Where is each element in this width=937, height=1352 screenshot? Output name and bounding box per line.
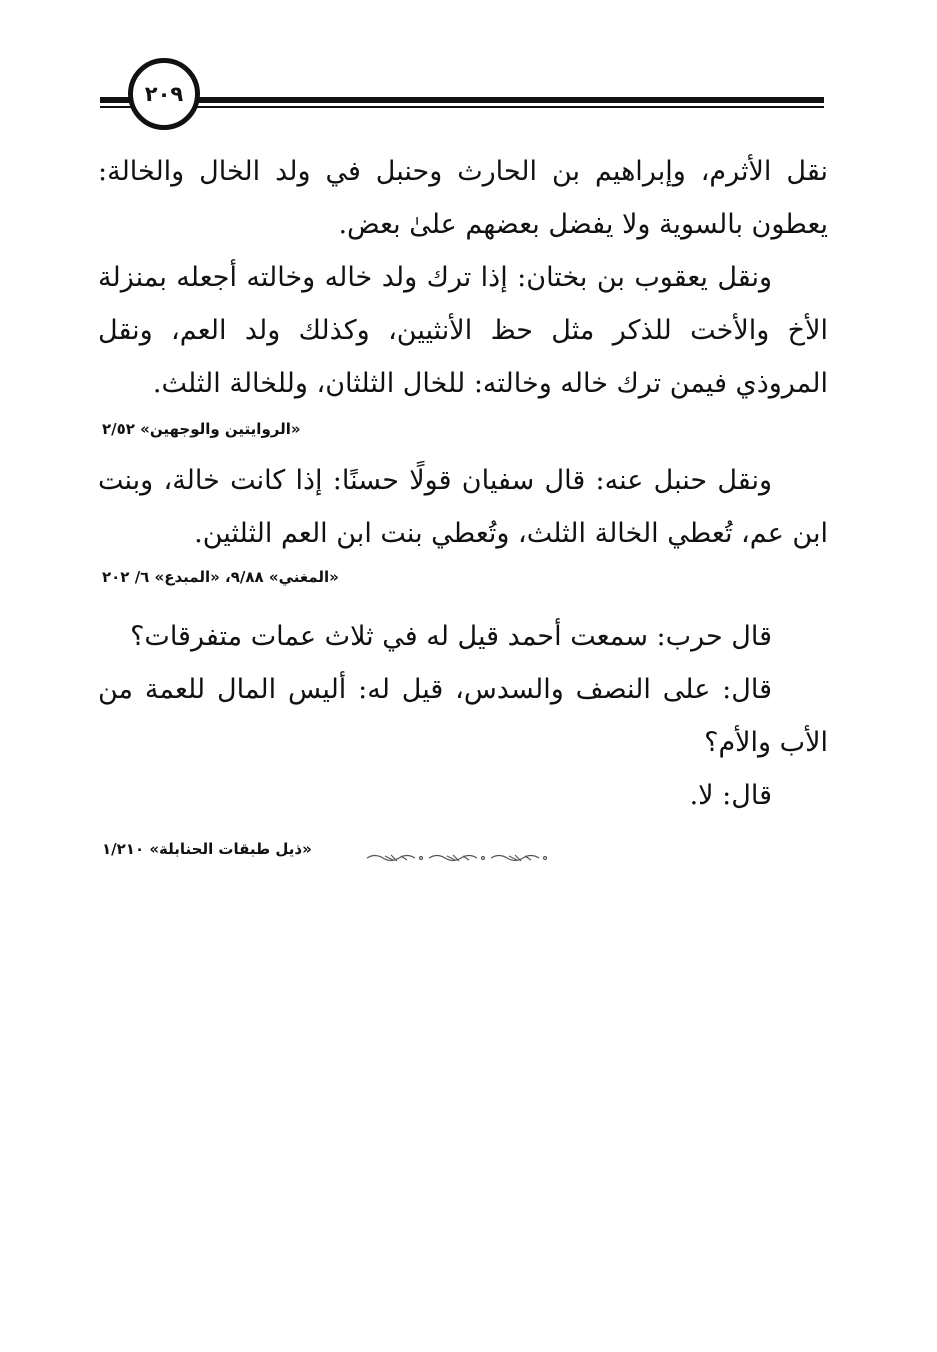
page-header <box>0 0 937 140</box>
paragraph-athram: نقل الأثرم، وإبراهيم بن الحارث وحنبل في ولد الخال والخالة: يعطون بالسوية ولا يفضل بعضهم علىٰ بعض. <box>98 156 828 240</box>
paragraph-final-answer: قال: لا. <box>689 780 772 811</box>
source-citation: «ذيل طبقات الحنابلة» ١/٢١٠ <box>102 840 312 858</box>
header-rule-thin <box>100 106 824 108</box>
page-number: ٢٠٩ <box>144 82 184 106</box>
source-citation: «الروايتين والوجهين» ٢/٥٢ <box>102 420 301 438</box>
paragraph-hanbal: ونقل حنبل عنه: قال سفيان قولًا حسنًا: إذا كانت خالة، وبنت ابن عم، تُعطي الخالة الثلث، وتُعطي بنت ابن العم الثلثين. <box>98 465 828 549</box>
source-citation: «المغني» ٩/٨٨، «المبدع» ٦/ ٢٠٢ <box>102 568 339 586</box>
section-divider-ornament <box>365 852 551 864</box>
page-number-badge <box>128 58 200 130</box>
header-rule-thick <box>100 97 824 103</box>
paragraph-harb-question: قال حرب: سمعت أحمد قيل له في ثلاث عمات متفرقات؟ <box>130 621 772 652</box>
page-body <box>98 145 828 860</box>
paragraph-yaqub: ونقل يعقوب بن بختان: إذا ترك ولد خاله وخالته أجعله بمنزلة الأخ والأخت للذكر مثل حظ الأنثيين، وكذلك ولد العم، ونقل المروذي فيمن ترك خاله وخالته: للخال الثلثان، وللخالة الثلث. <box>98 262 828 399</box>
paragraph-answer: قال: على النصف والسدس، قيل له: أليس المال للعمة من الأب والأم؟ <box>98 674 828 758</box>
